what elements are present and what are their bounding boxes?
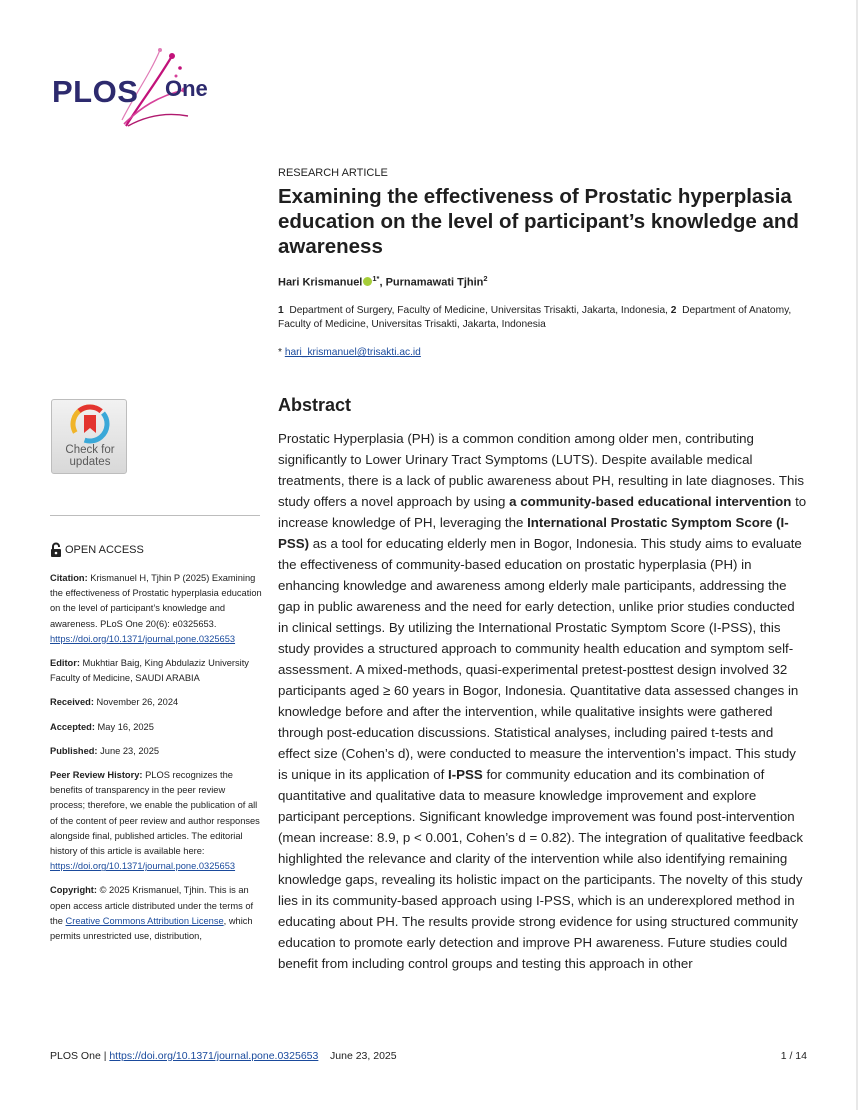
open-access-text: OPEN ACCESS [65, 543, 144, 556]
abstract-segment: to increase knowledge of PH, leveraging the [278, 494, 807, 530]
copyright [50, 883, 262, 944]
abstract-emphasis: a community-based educational intervention [509, 494, 792, 509]
badge-line-1: Check for [65, 444, 115, 456]
received-date: November 26, 2024 [96, 697, 179, 708]
affiliations [278, 304, 803, 332]
peer-review-link[interactable]: https://doi.org/10.1371/journal.pone.0325653 [50, 861, 236, 872]
plos-one-logo[interactable] [50, 46, 220, 132]
abstract-emphasis: I-PSS [448, 767, 483, 782]
page-footer [50, 1050, 807, 1062]
article-metadata-sidebar [50, 571, 262, 953]
editor [50, 656, 262, 686]
abstract-segment: for community education and its combination of quantitative and qualitative data to measure knowledge improvement and explore participant perceptions. Significant knowledge improvement was found post-intervention (mean increase: 8.9, p < 0.001, Cohen’s d = 0.82). The integration of qualitative feedback highlighted the relevance and clarity of the intervention while also identifying remaining knowledge gaps, revealing its holistic impact on the participants. The novelty of this study lies in its community-based approach using I-PSS, which is an underexplored method in educating about PH. The results provide strong evidence for using structured community education to promote early detection and improve PH awareness. Future studies could benefit from including control groups and testing this approach in other [278, 767, 804, 971]
author-list [278, 274, 488, 289]
published [50, 744, 262, 759]
author-affiliation-mark: 1* [372, 274, 380, 283]
citation [50, 571, 262, 647]
published-date: June 23, 2025 [100, 745, 160, 756]
accepted-date: May 16, 2025 [97, 721, 154, 732]
peer-review-label: Peer Review History: [50, 770, 143, 781]
author-name[interactable]: Hari Krismanuel [278, 276, 363, 289]
abstract-heading: Abstract [278, 395, 352, 415]
published-label: Published: [50, 745, 98, 756]
copyright-label: Copyright: [50, 885, 97, 896]
badge-line-2: updates [69, 456, 111, 468]
page-number: 1 / 14 [780, 1050, 807, 1062]
lock-icon [50, 542, 62, 557]
citation-text: Krismanuel H, Tjhin P (2025) Examining the effectiveness of Prostatic hyperplasia education on the level of participant’s knowledge and awareness. PLoS One 20(6): e0325653. [50, 573, 262, 629]
copyright-text: © 2025 Krismanuel, Tjhin. This is an open access article distributed under the terms of the [50, 885, 254, 926]
author-separator: , [379, 276, 386, 289]
abstract-segment: Prostatic Hyperplasia (PH) is a common condition among older men, contributing significantly to Lower Urinary Tract Symptoms (LUTS). Despite available medical treatments, there is a lack of public awareness about PH, resulting in late diagnoses. This study offers a novel approach by using [278, 431, 804, 509]
footer-separator: | [100, 1050, 110, 1062]
footer-journal: PLOS One [50, 1050, 101, 1062]
email-link[interactable]: hari_krismanuel@trisakti.ac.id [284, 347, 421, 358]
abstract-segment: as a tool for educating elderly men in Bogor, Indonesia. This study aims to evaluate the effectiveness of community-based education on prostatic hyperplasia (PH) in enhancing knowledge and awareness among elderly male participants, addressing the gap in public awareness and the need for early detection, unlike prior studies conducted in clinical settings. By utilizing the International Prostatic Symptom Score (I-PSS), this study provides a structured approach to community health education and symptom self-assessment. A mixed-methods, quasi-experimental pretest-posttest design involved 32 participants aged ≥ 60 years in Bogor, Indonesia. Quantitative data assessed changes in knowledge before and after the intervention, while qualitative insights were gathered through post-education discussions. Statistical analyses, including paired t-tests and effect size (Cohen’s d), were conducted to measure the intervention’s impact. This study is unique in its application of [278, 536, 802, 782]
affiliation-number: 2 [670, 305, 677, 316]
affiliation-text: Department of Surgery, Faculty of Medicine, Universitas Trisakti, Jakarta, Indonesia, [289, 305, 668, 316]
check-for-updates-label [52, 444, 128, 468]
corresponding-mark: * [278, 347, 282, 358]
article-title: Examining the effectiveness of Prostatic hyperplasia education on the level of participant’s knowledge and awareness [278, 185, 799, 258]
copyright-tail: , which permits unrestricted use, distribution, [50, 915, 253, 942]
accepted-label: Accepted: [50, 721, 95, 732]
corresponding-email [278, 347, 421, 358]
sidebar-divider [50, 515, 260, 516]
affiliation-text: Department of Anatomy, Faculty of Medicine, Universitas Trisakti, Jakarta, Indonesia [278, 305, 792, 330]
crossmark-icon [70, 404, 110, 444]
citation-doi-link[interactable]: https://doi.org/10.1371/journal.pone.0325653 [50, 633, 236, 644]
received-label: Received: [50, 697, 94, 708]
check-for-updates-badge[interactable] [51, 399, 127, 474]
editor-label: Editor: [50, 658, 80, 669]
abstract-emphasis: International Prostatic Symptom Score (I-PSS) [278, 515, 789, 551]
citation-label: Citation: [50, 573, 88, 583]
peer-review-text: PLOS recognizes the benefits of transparency in the peer review process; therefore, we enable the publication of all of the content of peer review and author responses alongside final, published articles. The editorial history of this article is available here: [50, 770, 260, 857]
editor-text: Mukhtiar Baig, King Abdulaziz University Faculty of Medicine, SAUDI ARABIA [50, 658, 249, 684]
open-access-label [50, 542, 144, 557]
logo-product: One [165, 76, 208, 101]
accepted [50, 720, 262, 735]
author-name[interactable]: Purnamawati Tjhin [385, 276, 484, 289]
affiliation-number: 1 [278, 305, 284, 316]
footer-date: June 23, 2025 [330, 1050, 397, 1062]
article-type: RESEARCH ARTICLE [278, 167, 388, 179]
logo-brand: PLOS [52, 74, 139, 109]
footer-doi-link[interactable]: https://doi.org/10.1371/journal.pone.0325653 [109, 1050, 319, 1062]
received [50, 695, 262, 710]
peer-review-history [50, 768, 262, 874]
abstract-text [278, 428, 808, 974]
author-affiliation-mark: 2 [483, 274, 488, 283]
orcid-icon[interactable] [363, 277, 372, 286]
license-link[interactable]: Creative Commons Attribution License [65, 915, 224, 926]
